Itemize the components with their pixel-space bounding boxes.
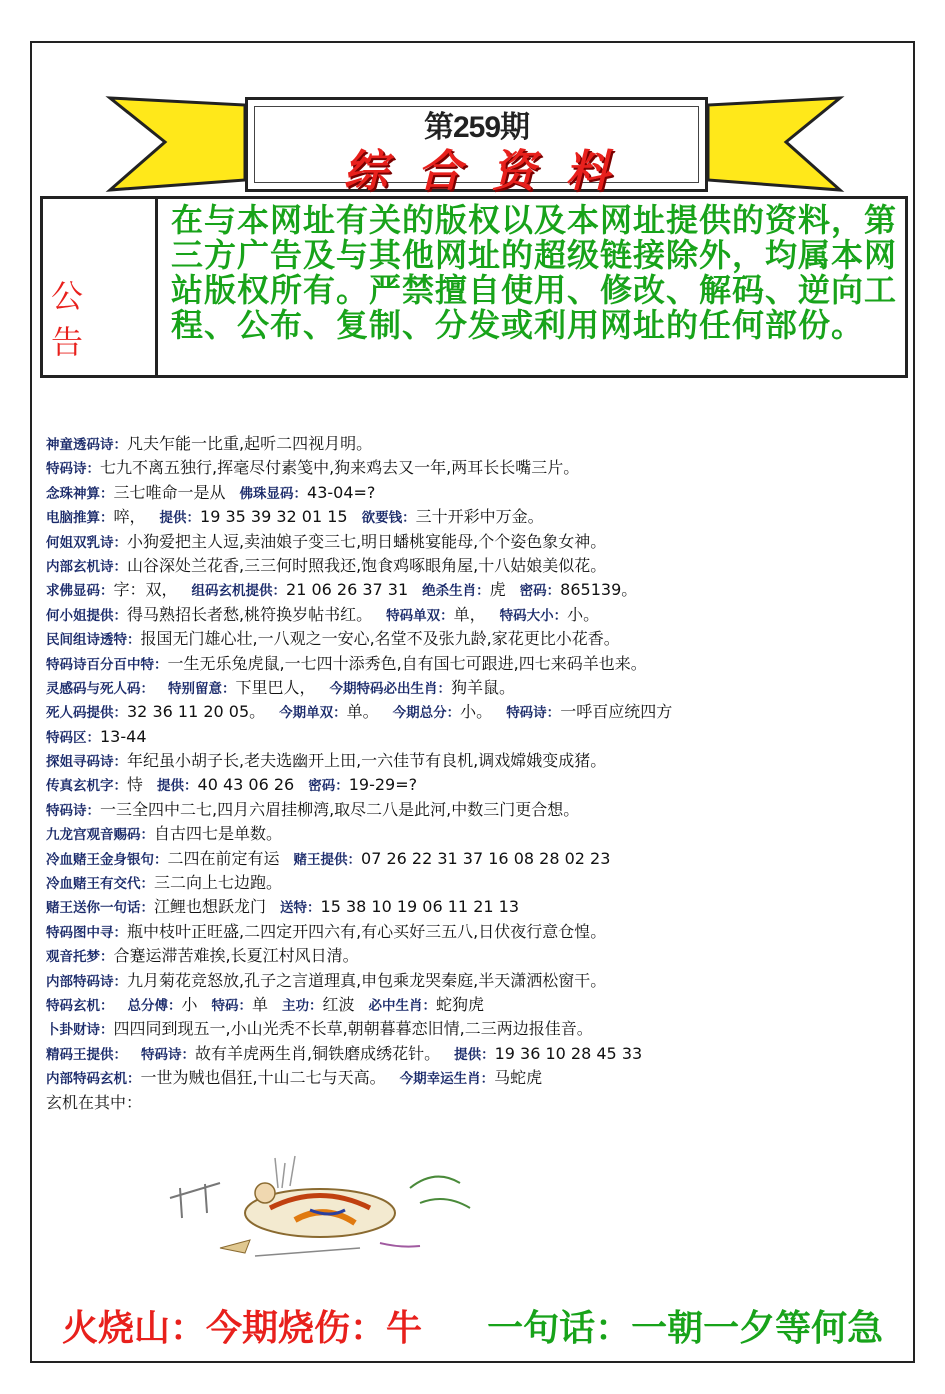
line-key: 灵感码与死人码：: [46, 680, 154, 697]
line-key: 特码区：: [46, 729, 100, 746]
footer-left-text: 今期烧伤：牛: [206, 1307, 423, 1349]
line-value: 恃: [127, 775, 144, 795]
content-line: [46, 530, 906, 554]
line-key: 探姐寻码诗：: [46, 754, 127, 771]
line-key: 赌王提供：: [293, 851, 362, 868]
line-key: 主功：: [282, 997, 323, 1014]
line-value: 故有羊虎两生肖,铜铁磨成绣花针。: [195, 1043, 441, 1063]
line-value: 单，: [453, 604, 486, 624]
notice-text: 在与本网址有关的版权以及本网址提供的资料，第三方广告及与其他网址的超级链接除外，均属本网站版权所有。严禁擅自使用、修改、解码、逆向工程、公布、复制、分发或利用网址的任何部份。: [171, 201, 898, 344]
line-key: 何小姐提供：: [46, 607, 127, 624]
line-key: 九龙宫观音赐码：: [46, 827, 154, 844]
line-key: 死人码提供：: [46, 705, 127, 722]
line-key: 佛珠显码：: [239, 485, 308, 502]
line-key: 念珠神算：: [46, 485, 114, 502]
line-key: 送特：: [280, 900, 321, 917]
content-line: [46, 578, 906, 602]
line-key: 密码：: [519, 583, 561, 600]
line-value: 小。: [460, 702, 493, 722]
line-value: 三二向上七边跑。: [154, 873, 283, 893]
content-line: [46, 895, 906, 919]
line-key: 特码诗：: [46, 802, 100, 819]
line-key: 特码诗：: [506, 705, 561, 722]
line-value: 19 36 10 28 45 33: [494, 1043, 643, 1063]
line-key: 观音托梦：: [46, 949, 114, 966]
line-value: 07 26 22 31 37 16 08 28 02 23: [361, 848, 611, 868]
line-key: 提供：: [159, 510, 201, 527]
content-line: [46, 749, 906, 773]
line-value: 狗羊鼠。: [451, 677, 516, 697]
page-title: 综合资料: [343, 146, 640, 197]
line-key: 特码诗百分百中特：: [46, 656, 168, 673]
line-value: 年纪虽小胡子长,老夫选幽开上田,一六佳节有良机,调戏嫦娥变成猪。: [127, 751, 607, 771]
footer-right-label: 一句话：: [487, 1307, 632, 1349]
content-line: [46, 920, 906, 944]
line-key: 绝杀生肖：: [422, 583, 490, 600]
line-value: 马蛇虎: [494, 1068, 543, 1088]
line-value: 40 43 06 26: [197, 775, 295, 795]
line-value: 19 35 39 32 01 15: [200, 507, 348, 527]
line-key: 今期单双：: [279, 705, 347, 722]
line-value: 15 38 10 19 06 11 21 13: [320, 897, 519, 917]
footer-left-label: 火烧山：: [62, 1307, 207, 1349]
line-key: 内部特码诗：: [46, 973, 127, 990]
line-key: 特码图中寻：: [46, 924, 127, 941]
line-key: 特码诗：: [141, 1046, 195, 1063]
line-key: 内部特码玄机：: [46, 1071, 141, 1088]
line-value: 32 36 11 20 05。: [127, 702, 266, 722]
line-value: 合蹇运滞苦难挨,长夏江村风日清。: [113, 946, 359, 966]
line-key: 卜卦财诗：: [46, 1022, 114, 1039]
line-value: 13-44: [100, 726, 147, 746]
line-key: 必中生肖：: [368, 997, 437, 1014]
line-value: 报国无门雄心壮,一八观之一安心,名堂不及张九龄,家花更比小花香。: [140, 629, 620, 649]
line-value: 下里巴人，: [235, 677, 316, 697]
line-key: 组码玄机提供：: [191, 583, 287, 600]
title-box: [245, 97, 708, 197]
line-value: 一世为贼也倡狂,十山二七与天高。: [140, 1068, 386, 1088]
line-value: 四四同到现五一,小山光秃不长草,朝朝暮暮恋旧情,二三两边报佳音。: [113, 1019, 593, 1039]
line-key: 神童透码诗：: [46, 437, 127, 453]
content-line: [46, 773, 906, 797]
content-line: [46, 505, 906, 529]
line-value: 瓶中枝叶正旺盛,二四定开四六有,有心买好三五八,日伏夜行意仓惶。: [127, 921, 607, 941]
content-line: [46, 627, 906, 651]
illustration-turtle-sketch: [160, 1148, 520, 1278]
line-value: 单。: [346, 702, 379, 722]
line-key: 特码玄机：: [46, 997, 114, 1014]
notice-box: [40, 196, 908, 378]
line-key: 何姐双乳诗：: [46, 534, 127, 551]
line-value: 得马熟招长者愁,桃符换岁帖书红。: [127, 604, 373, 624]
content-line: [46, 652, 906, 676]
footer: [62, 1300, 902, 1350]
content-line: [46, 1066, 906, 1090]
line-value: 三十开彩中万金。: [415, 507, 544, 527]
line-value: 二四在前定有运: [167, 848, 280, 868]
content-line: [46, 432, 906, 456]
line-key: 特码：: [211, 997, 253, 1014]
line-value: 虎: [489, 580, 506, 600]
content-line: [46, 456, 906, 480]
line-key: 精码王提供：: [46, 1046, 127, 1063]
content-line: [46, 1042, 906, 1066]
line-value: 七九不离五独行,挥毫尽付素笺中,狗来鸡去又一年,两耳长长嘴三片。: [100, 458, 580, 478]
line-value: 蛇狗虎: [436, 994, 485, 1014]
line-key: 民间组诗透特：: [46, 632, 141, 649]
content-line: [46, 676, 906, 700]
line-value: 865139。: [560, 580, 638, 600]
content-line: [46, 822, 906, 846]
line-value: 43-04=?: [307, 482, 376, 502]
line-key: 电脑推算：: [46, 510, 114, 527]
line-value: 玄机在其中：: [46, 1092, 143, 1112]
prediction-lines: [46, 432, 906, 1115]
line-key: 赌王送你一句话：: [46, 900, 154, 917]
line-value: 红波: [322, 994, 355, 1014]
line-key: 提供：: [454, 1046, 495, 1063]
content-line: [46, 944, 906, 968]
content-line: [46, 798, 906, 822]
line-key: 内部玄机诗：: [46, 558, 127, 575]
content-line: [46, 725, 906, 749]
line-value: 单: [252, 994, 269, 1014]
content-line: [46, 871, 906, 895]
content-line: [46, 969, 906, 993]
content-line: [46, 1017, 906, 1041]
line-value: 山谷深处兰花香,三三何时照我还,饱食鸡啄眼角屋,十八姑娘美似花。: [127, 555, 607, 575]
content-line: [46, 847, 906, 871]
line-key: 特码单双：: [386, 607, 454, 624]
line-value: 小狗爱把主人逗,卖油娘子变三七,明日蟠桃宴能母,个个姿色象女神。: [127, 531, 607, 551]
line-key: 特别留意：: [168, 680, 236, 697]
line-value: 字：双，: [113, 580, 178, 600]
line-key: 今期幸运生肖：: [399, 1071, 495, 1088]
line-value: 19-29=?: [348, 775, 418, 795]
line-key: 冷血赌王有交代：: [46, 876, 154, 893]
line-value: 啐，: [113, 507, 146, 527]
line-key: 特码大小：: [499, 607, 568, 624]
line-value: 一三全四中二七,四月六眉挂柳湾,取尽二八是此河,中数三门更合想。: [100, 799, 580, 819]
line-value: 21 06 26 37 31: [286, 580, 409, 600]
line-value: 小。: [567, 604, 600, 624]
line-key: 提供：: [157, 778, 198, 795]
line-key: 传真玄机字：: [46, 778, 127, 795]
line-value: 一呼百应统四方: [560, 702, 673, 722]
line-key: 今期总分：: [392, 705, 461, 722]
line-value: 三七唯命一是从: [113, 482, 226, 502]
content-line: [46, 1091, 906, 1115]
line-key: 密码：: [308, 778, 349, 795]
notice-label: 公告: [51, 277, 110, 361]
content-line: [46, 481, 906, 505]
line-key: 今期特码必出生肖：: [329, 680, 452, 697]
footer-right-text: 一朝一夕等何急: [631, 1307, 884, 1349]
line-key: 求佛显码：: [46, 583, 114, 600]
line-key: 冷血赌王金身银句：: [46, 851, 168, 868]
line-value: 一生无乐兔虎鼠,一七四十添秀色,自有国七可跟进,四七来码羊也来。: [167, 653, 647, 673]
content-line: [46, 993, 906, 1017]
line-key: 特码诗：: [46, 461, 100, 478]
content-line: [46, 554, 906, 578]
line-value: 凡夫乍能一比重,起听二四视月明。: [127, 434, 373, 453]
line-key: 总分傅：: [127, 997, 182, 1014]
content-line: [46, 700, 906, 724]
content-line: [46, 603, 906, 627]
line-value: 自古四七是单数。: [154, 824, 283, 844]
line-value: 九月菊花竞怒放,孔子之言道理真,申包乘龙哭秦庭,半天潇洒松窗干。: [127, 970, 607, 990]
line-value: 小: [181, 994, 198, 1014]
line-value: 江鲤也想跃龙门: [154, 897, 267, 917]
issue-number: 第259期: [423, 111, 530, 144]
line-key: 欲要钱：: [361, 510, 416, 527]
